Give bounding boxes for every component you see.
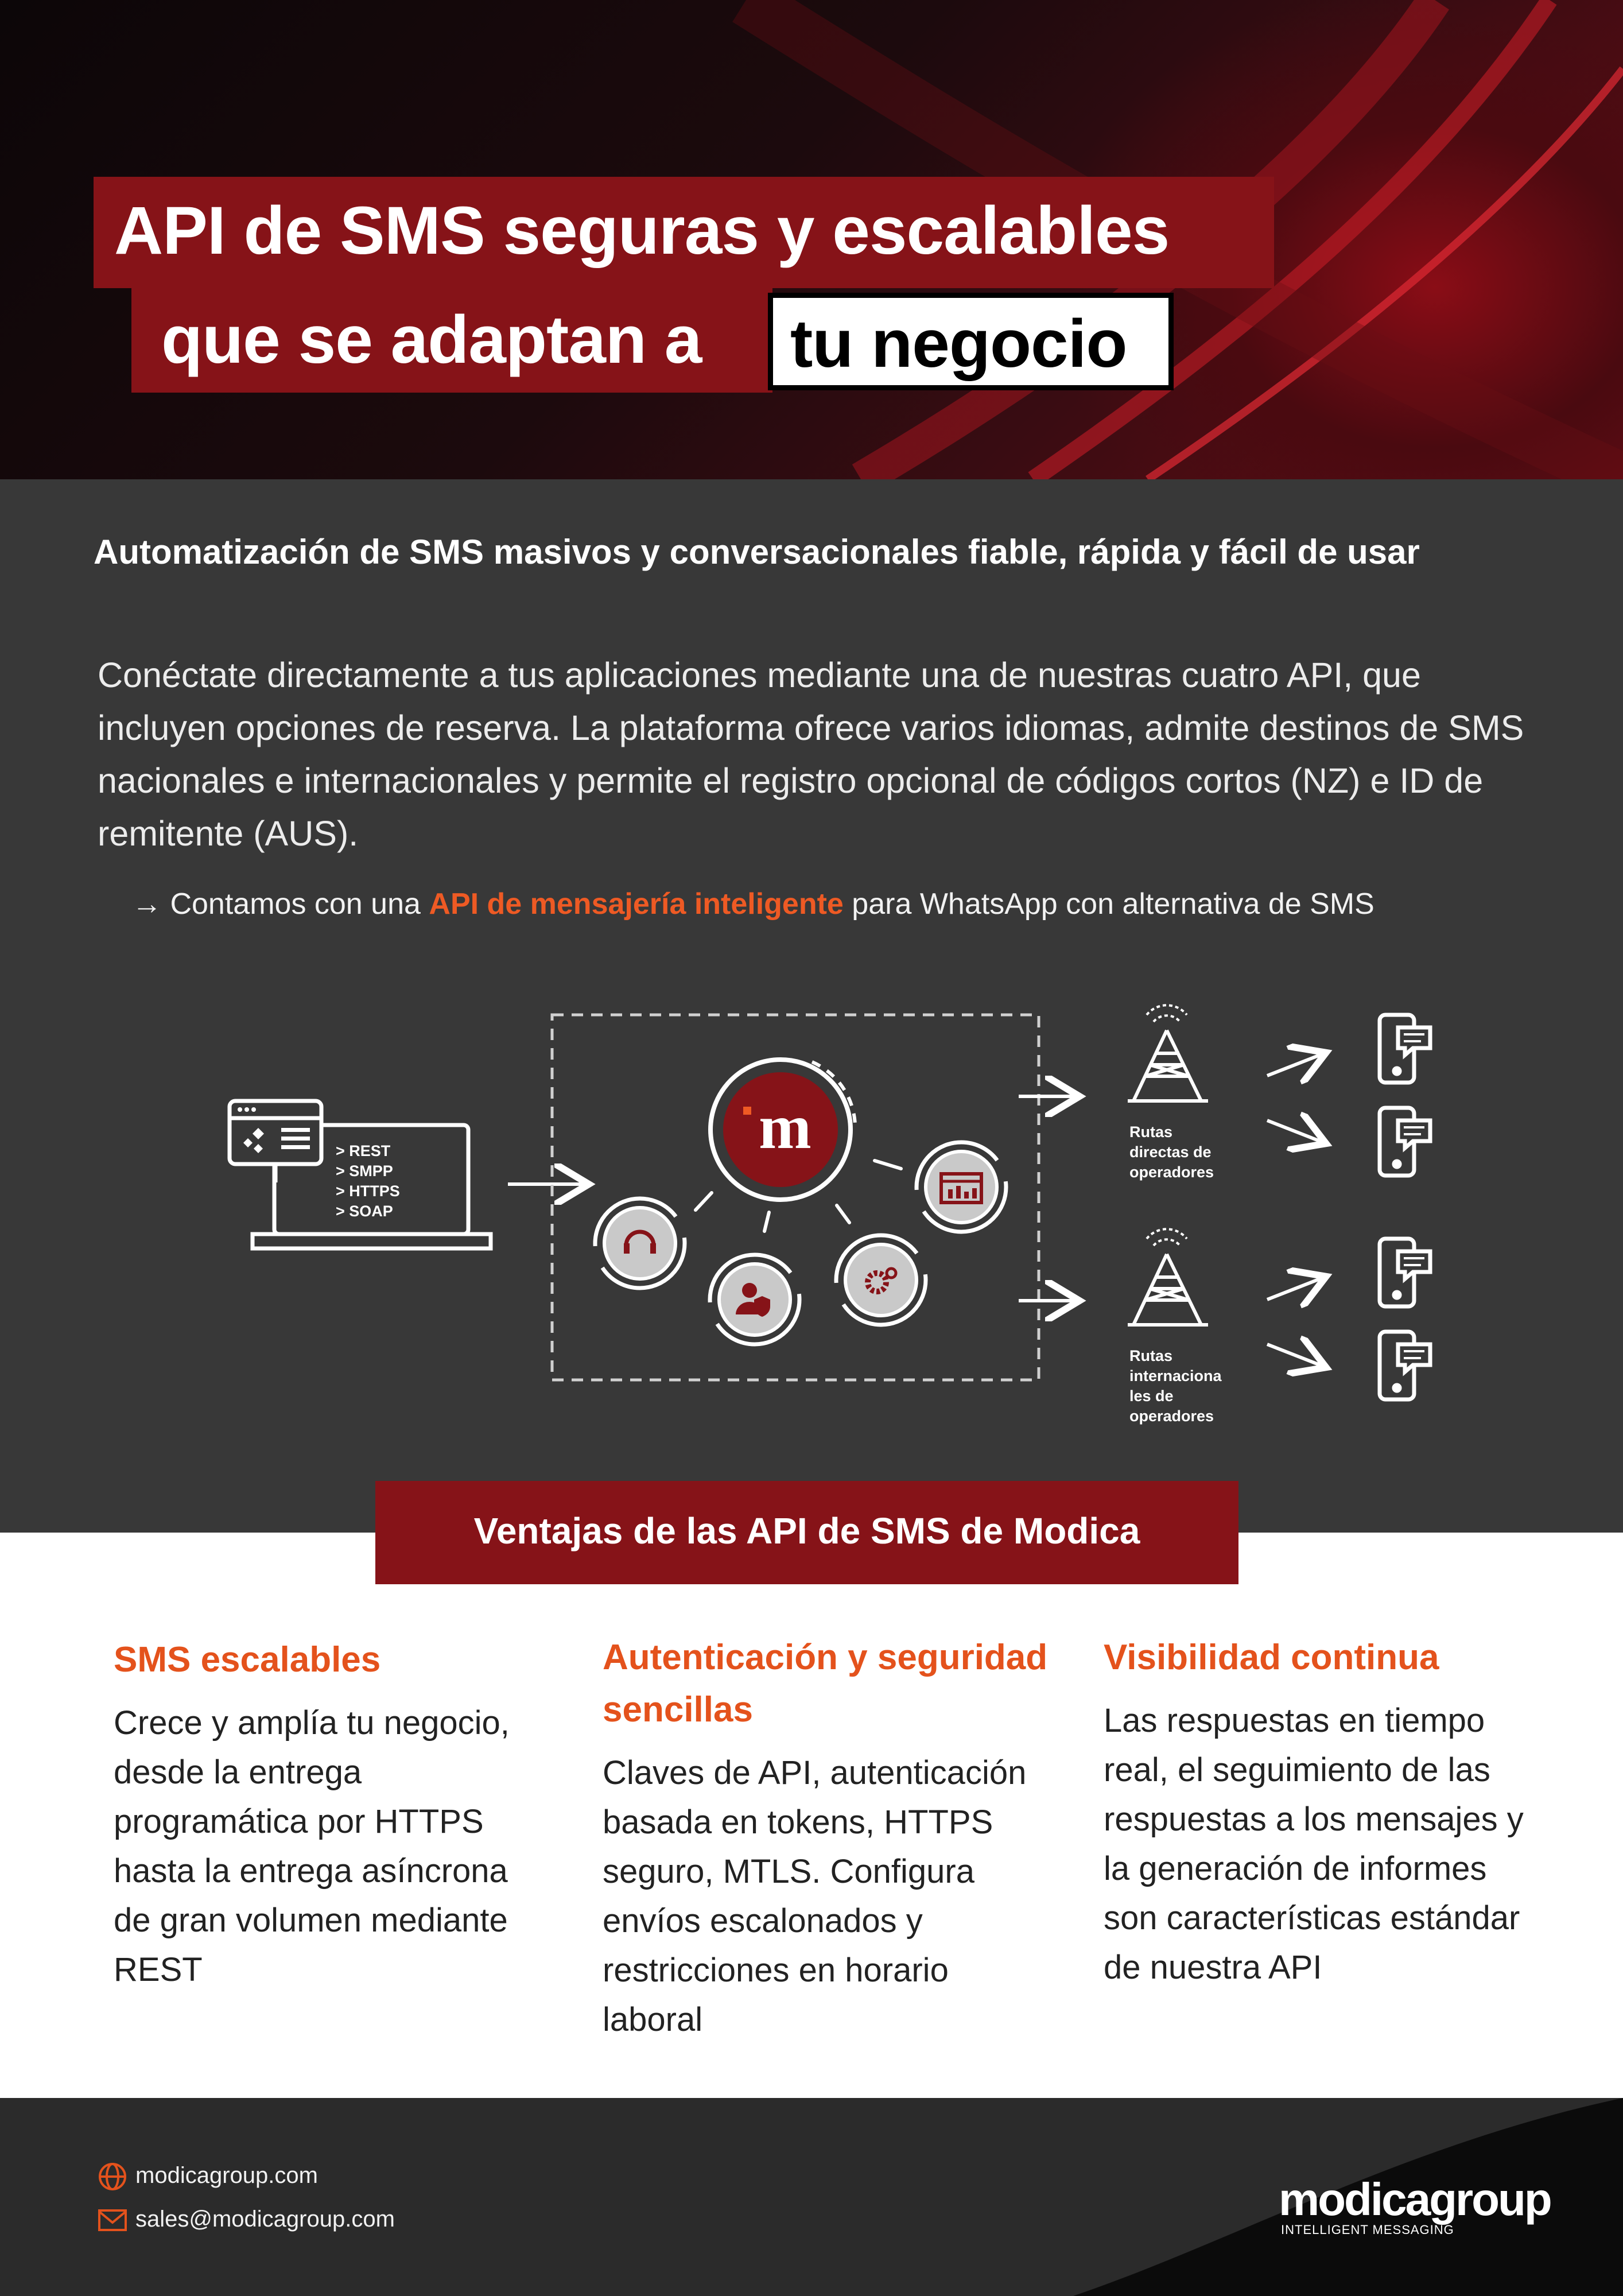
intro-paragraph: Conéctate directamente a tus aplicaciones mediante una de nuestras cuatro API, que incluyen opciones de reserva. La plataforma ofrece varios idiomas, admite destinos de SMS nacionales e internacionales y permite el registro opcional de códigos cortos (NZ) e ID de remitente (AUS). — [98, 656, 1524, 853]
bullet-prefix: → Contamos con una — [132, 887, 429, 921]
benefits-banner — [375, 1481, 1238, 1584]
hero-section — [0, 0, 1623, 479]
benefit-column-security — [603, 1631, 1056, 2045]
dashboard-chart-icon — [917, 1142, 1006, 1232]
email-link[interactable]: sales@modicagroup.com — [135, 2206, 395, 2232]
phone-message-icon — [1380, 1239, 1430, 1306]
user-shield-icon — [710, 1255, 799, 1344]
architecture-diagram — [0, 976, 1623, 1446]
protocol-soap: > SOAP — [336, 1203, 393, 1220]
benefit-title: Autenticación y seguridad sencillas — [603, 1638, 1048, 1729]
hero-title-line1-box — [94, 177, 1274, 288]
benefit-body: Crece y amplía tu negocio, desde la entrega programática por HTTPS hasta la entrega asíncrona de gran volumen mediante REST — [114, 1704, 510, 1988]
phone-message-icon — [1380, 1332, 1430, 1399]
globe-icon — [98, 2162, 127, 2192]
modica-logo-icon — [710, 1060, 855, 1200]
hero-title-line1: API de SMS seguras y escalables — [114, 193, 1170, 269]
modicagroup-logo: modicagroup — [1279, 2174, 1551, 2225]
svg-text:m: m — [759, 1092, 812, 1162]
intl-routes-label: Rutas internaciona les de operadores — [1129, 1347, 1222, 1425]
benefit-column-scalable — [114, 1634, 550, 1995]
intro-subheading: Automatización de SMS masivos y conversacionales fiable, rápida y fácil de usar — [94, 533, 1420, 571]
smart-messaging-api-link[interactable]: API de mensajería inteligente — [429, 887, 844, 921]
benefit-column-visibility — [1104, 1631, 1540, 1992]
mail-icon — [98, 2209, 127, 2232]
cell-tower-icon — [1128, 1229, 1208, 1325]
phone-message-icon — [1380, 1015, 1430, 1083]
protocol-smpp: > SMPP — [336, 1162, 393, 1180]
hero-title-line2-box — [131, 287, 772, 393]
phone-message-icon — [1380, 1108, 1430, 1176]
benefit-title: SMS escalables — [114, 1640, 381, 1680]
direct-routes-label: Rutas directas de operadores — [1129, 1123, 1214, 1181]
benefits-banner-title: Ventajas de las API de SMS de Modica — [473, 1510, 1140, 1552]
intro-bullet — [132, 887, 1374, 921]
support-headset-icon — [595, 1199, 685, 1288]
benefit-body: Claves de API, autenticación basada en tokens, HTTPS seguro, MTLS. Configura envíos escalonados y restricciones en horario laboral — [603, 1754, 1027, 2038]
website-link[interactable]: modicagroup.com — [135, 2163, 318, 2188]
hero-title-highlight: tu negocio — [790, 306, 1127, 382]
benefit-title: Visibilidad continua — [1104, 1638, 1439, 1677]
protocol-https: > HTTPS — [336, 1182, 400, 1200]
settings-gear-icon — [836, 1235, 926, 1325]
hero-title-line2: que se adaptan a — [161, 302, 702, 378]
protocol-rest: > REST — [336, 1142, 391, 1159]
benefit-body: Las respuestas en tiempo real, el seguimiento de las respuestas a los mensajes y la generación de informes son características estándar de nuestra API — [1104, 1702, 1524, 1986]
cell-tower-icon — [1128, 1005, 1208, 1101]
hero-title-highlight-box — [768, 293, 1174, 390]
logo-tagline: INTELLIGENT MESSAGING — [1281, 2223, 1454, 2237]
bullet-suffix: para WhatsApp con alternativa de SMS — [843, 887, 1374, 921]
